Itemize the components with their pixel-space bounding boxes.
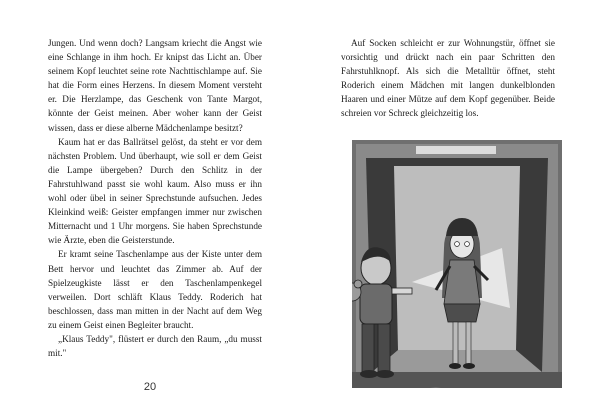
- right-page-text: [341, 36, 555, 121]
- page-number: 20: [143, 381, 157, 393]
- paragraph: Auf Socken schleicht er zur Wohnungstür, öffnet sie vorsichtig und drückt nach ein paar Schritten den Fahrstuhlknopf. Als sich die Metalltür öffnet, steht Roderich einem Mädchen mit langen dunkelblonden Haaren und einer Mütze auf dem Kopf gegenüber. Beide schreien vor Schreck gleichzeitig los.: [341, 38, 555, 119]
- paragraph: Er kramt seine Taschenlampe aus der Kiste unter dem Bett hervor und leuchtet das Zimmer ab. Auf der Spielzeugkiste lässt er den Taschenlampenkegel verweilen. Dort schläft Klaus Teddy. Roderich hat beschlossen, dass man mitten in der Nacht auf dem Weg zu einem Geist einen Begleiter braucht.: [48, 249, 262, 330]
- right-page: [300, 0, 600, 416]
- paragraph: Jungen. Und wenn doch? Langsam kriecht die Angst wie eine Schlange in ihm hoch. Er knipst das Licht an. Über seinem Kopf leuchtet seine rote Nachttischlampe auf. Sie hat die Form eines Herzens. In diesem Moment versteht er. Die Herzlampe, das Geschenk von Tante Margot, könnte der Geist meinen. Aber woher kann der Geist wissen, dass er diese alberne Mädchenlampe besitzt?: [48, 38, 262, 133]
- paragraph: „Klaus Teddy", flüstert er durch den Raum, „du musst mit.": [48, 333, 262, 359]
- paragraph: Kaum hat er das Ballrätsel gelöst, da steht er vor dem nächsten Problem. Und überhaupt, wie soll er dem Geist die Lampe übergeben? Durch den Schlitz in der Fahrstuhlwand passt sie wohl kaum. Also muss er ihn wohl oder übel in seiner Sprechstunde aufsuchen. Jedes Kleinkind weiß: Geister empfangen immer nur zwischen Mitternacht und 1 Uhr morgens. Sie haben Sprechstunde wie Ärzte, eben die Geisterstunde.: [48, 136, 262, 246]
- left-page-text: [48, 36, 262, 360]
- elevator-illustration: [352, 140, 562, 400]
